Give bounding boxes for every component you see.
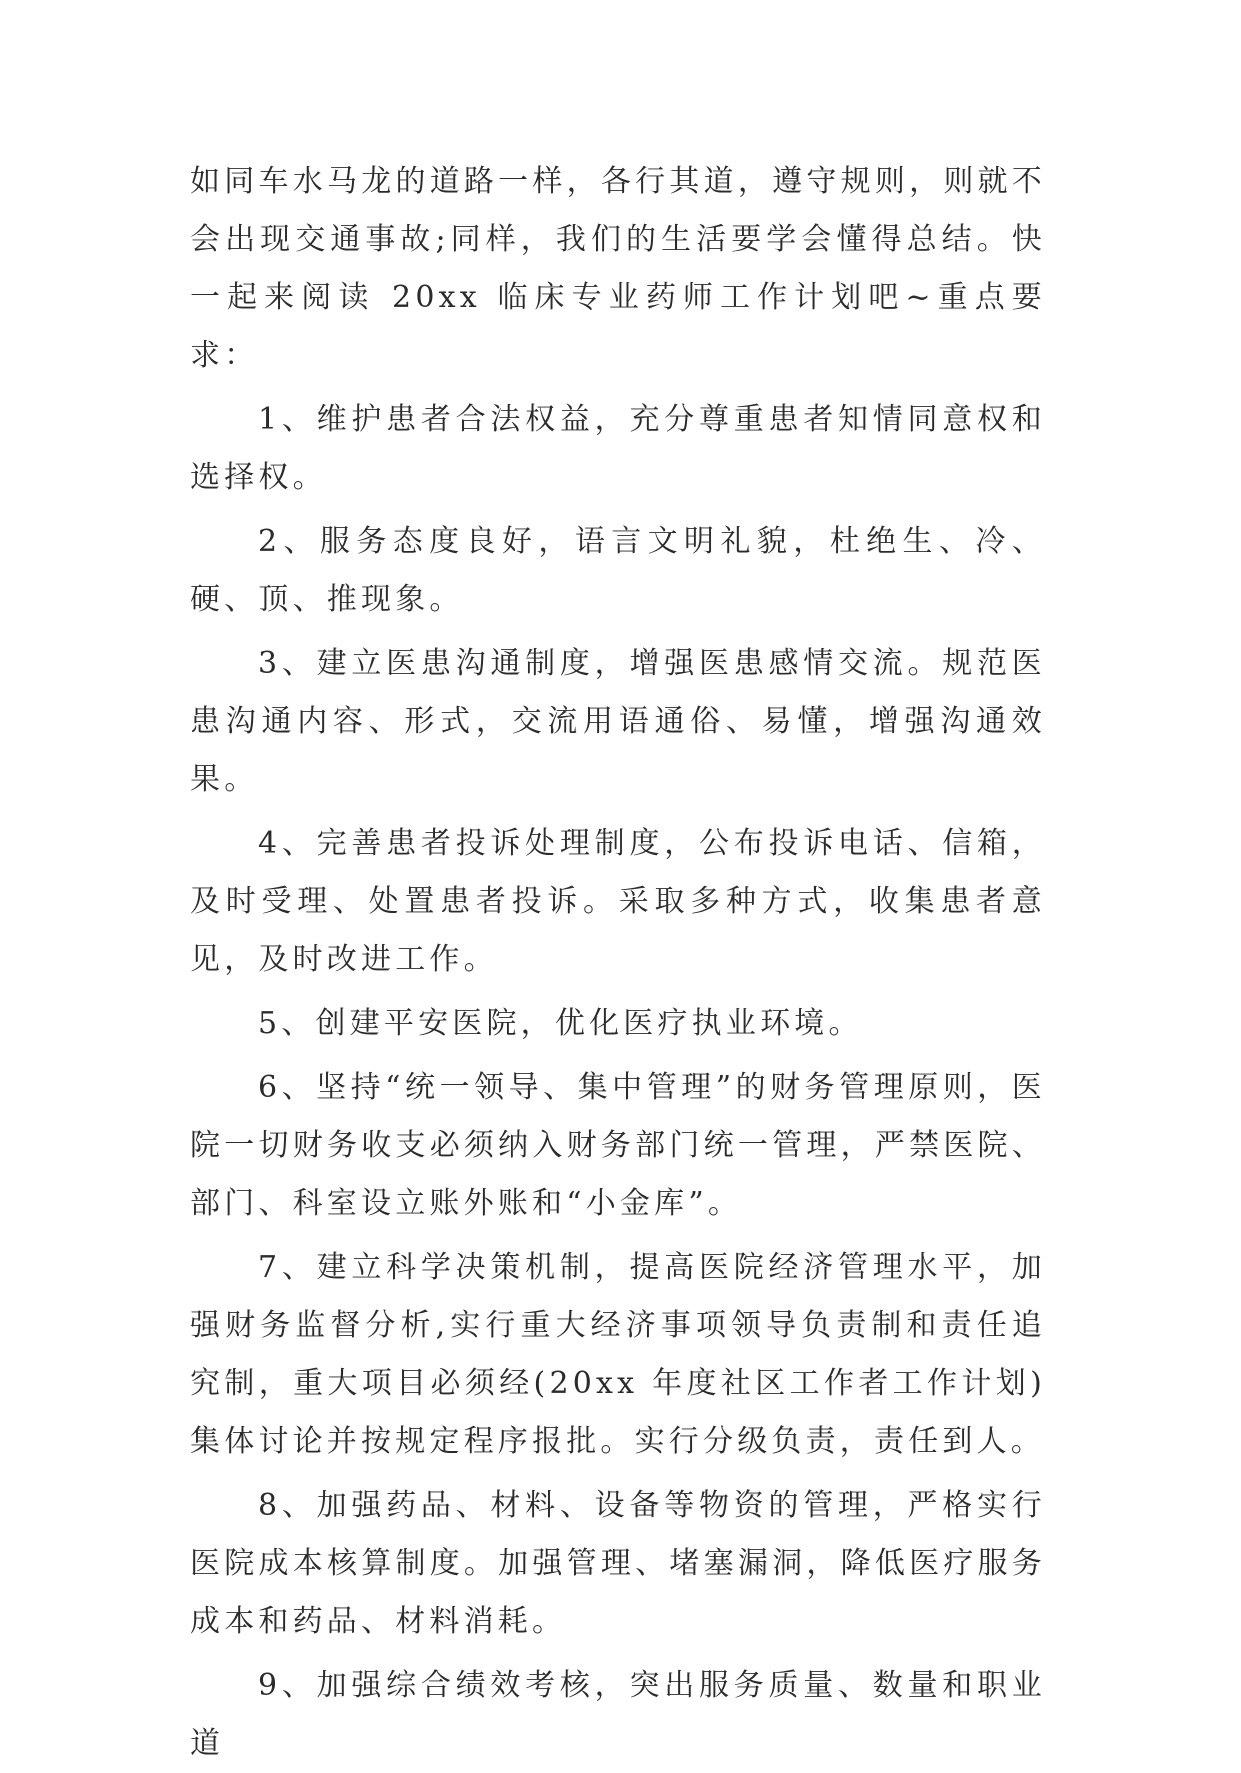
list-item-9: 9、加强综合绩效考核，突出服务质量、数量和职业道	[190, 1668, 1046, 1761]
list-item-7: 7、建立科学决策机制，提高医院经济管理水平，加强财务监督分析,实行重大经济事项领导负责制和责任追究制，重大项目必须经(20xx 年度社区工作者工作计划)集体讨论并按规定程序报批。实行分级负责，责任到人。	[190, 1250, 1046, 1459]
list-item-1: 1、维护患者合法权益，充分尊重患者知情同意权和选择权。	[190, 402, 1046, 495]
list-item-2: 2、服务态度良好，语言文明礼貌，杜绝生、冷、硬、顶、推现象。	[190, 524, 1046, 617]
list-item-8: 8、加强药品、材料、设备等物资的管理，严格实行医院成本核算制度。加强管理、堵塞漏洞，降低医疗服务成本和药品、材料消耗。	[190, 1488, 1046, 1639]
list-item-5: 5、创建平安医院，优化医疗执业环境。	[258, 1006, 863, 1041]
list-item-4: 4、完善患者投诉处理制度，公布投诉电话、信箱，及时受理、处置患者投诉。采取多种方式，收集患者意见，及时改进工作。	[190, 826, 1046, 977]
list-item-3: 3、建立医患沟通制度，增强医患感情交流。规范医患沟通内容、形式，交流用语通俗、易懂，增强沟通效果。	[190, 646, 1046, 797]
document-body	[190, 153, 1046, 1773]
list-item-6: 6、坚持“统一领导、集中管理”的财务管理原则，医院一切财务收支必须纳入财务部门统一管理，严禁医院、部门、科室设立账外账和“小金库”。	[190, 1070, 1046, 1221]
intro-paragraph: 如同车水马龙的道路一样，各行其道，遵守规则，则就不会出现交通事故;同样，我们的生活要学会懂得总结。快一起来阅读 20xx 临床专业药师工作计划吧~重点要求：	[190, 164, 1046, 373]
